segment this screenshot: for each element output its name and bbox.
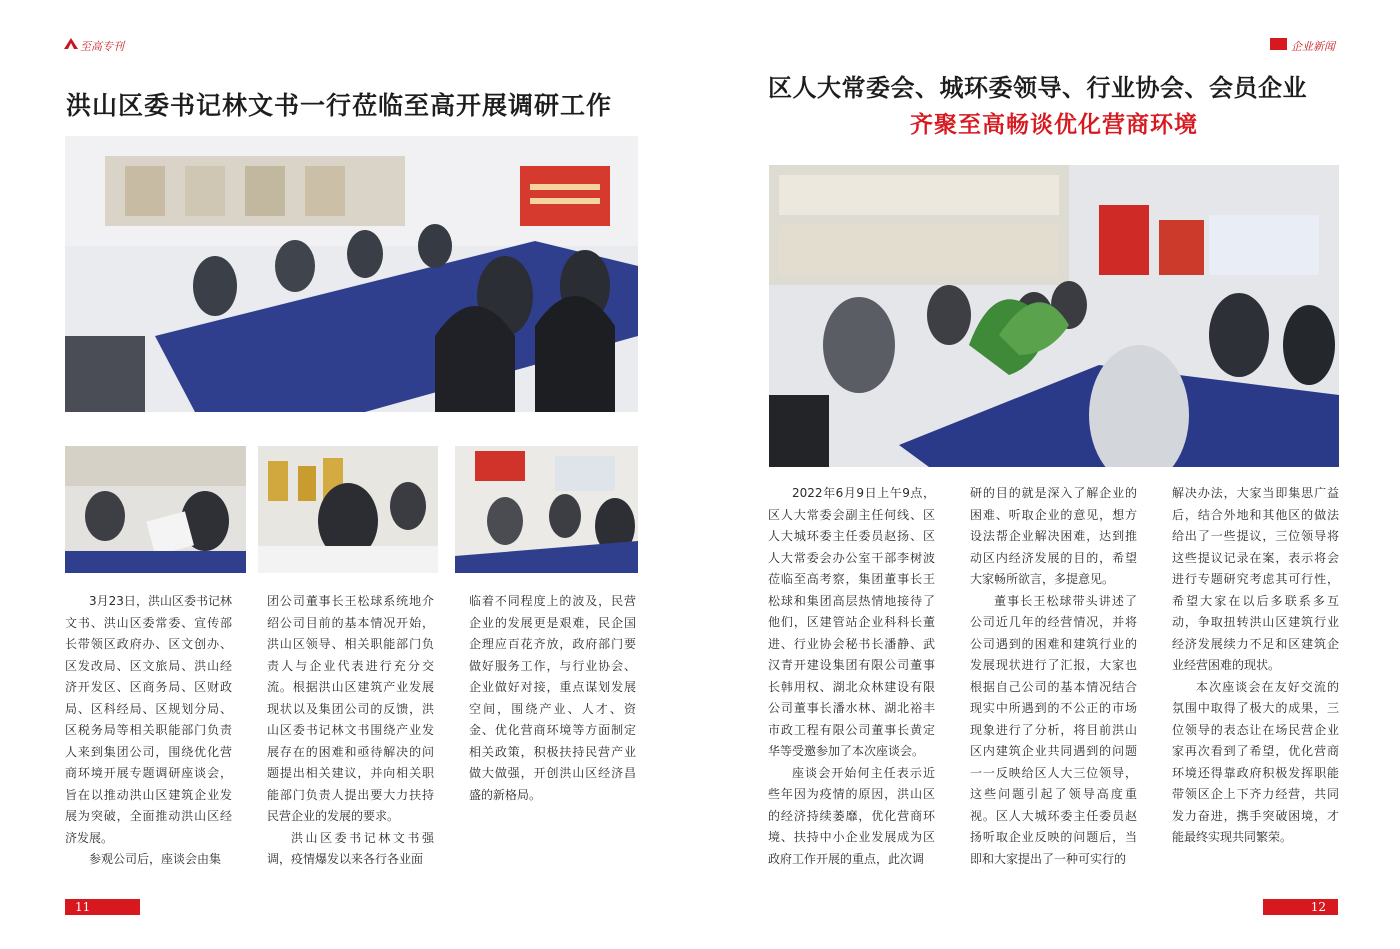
meeting-photo-main (65, 136, 638, 412)
section-tag-left: 至高专刊 (80, 40, 124, 53)
right-text-column-1 (768, 483, 935, 870)
page-number-left: 11 (65, 899, 140, 915)
paragraph: 临着不同程度上的波及，民营企业的发展更是艰难，民企国企理应百花齐放，政府部门要做好服务工作，与行业协会、企业做好对接，重点谋划发展空间，围绕产业、人才、资金、优化营商环境等方面制定相关政策，积极扶持民营产业做大做强，开创洪山区经济昌盛的新格局。 (469, 594, 636, 802)
paragraph: 3月23日，洪山区委书记林文书、洪山区委常委、宣传部长带领区政府办、区文创办、区发改局、区文旅局、洪山经济开发区、区商务局、区财政局、区科经局、区规划分局、区税务局等相关职能部门负责人来到集团公司，围绕优化营商环境开展专题调研座谈会，旨在以推动洪山区建筑企业发展为突破，全面推动洪山区经济发展。 (65, 594, 232, 845)
page-number-right: 12 (1263, 899, 1338, 915)
section-tag-right: 企业新闻 (1291, 40, 1335, 53)
left-text-column-2 (267, 591, 434, 871)
paragraph: 2022年6月9日上午9点，区人大常委会副主任何线、区人大城环委主任委员赵扬、区人大常委会办公室干部李树波莅临至高考察，集团董事长王松球和集团高层热情地接待了他们，区建管站企业科科长董进、行业协会秘书长潘静、武汉青开建设集团有限公司董事长韩用权、湖北众林建设有限公司董事长潘水林、湖北裕丰市政工程有限公司董事长黄定华等受邀参加了本次座谈会。 (768, 486, 935, 758)
paragraph: 洪山区委书记林文书强调，疫情爆发以来各行各业面 (267, 830, 434, 866)
left-text-column-1 (65, 591, 232, 871)
right-text-column-3 (1172, 483, 1339, 849)
left-page-title: 洪山区委书记林文书一行莅临至高开展调研工作 (66, 91, 613, 120)
meeting-photo-small-2 (258, 446, 438, 573)
right-page-title: 区人大常委会、城环委领导、行业协会、会员企业 (768, 74, 1307, 102)
meeting-photo-right (769, 165, 1339, 467)
flag-icon (1270, 38, 1287, 50)
right-page-subtitle: 齐聚至高畅谈优化营商环境 (910, 112, 1198, 138)
paragraph: 解决办法，大家当即集思广益后，结合外地和其他区的做法给出了一些提议，三位领导将这些提议记录在案，表示将会进行专题研究考虑其可行性，希望大家在以后多联系多互动，争取扭转洪山区建筑行业经济发展续力不足和区建筑企业经营困难的现状。 (1172, 486, 1339, 672)
company-logo-icon (64, 38, 78, 49)
paragraph: 参观公司后，座谈会由集 (89, 852, 222, 866)
meeting-photo-small-3 (455, 446, 638, 573)
meeting-photo-small-1 (65, 446, 246, 573)
paragraph: 团公司董事长王松球系统地介绍公司目前的基本情况开始，洪山区领导、相关职能部门负责人与企业代表进行充分交流。根据洪山区建筑产业发展现状以及集团公司的反馈，洪山区委书记林文书围绕产业发展存在的困难和亟待解决的问题提出相关建议，并向相关职能部门负责人提出要大力扶持民营企业的发展的要求。 (267, 594, 434, 823)
right-text-column-2 (970, 483, 1137, 870)
paragraph: 本次座谈会在友好交流的氛围中取得了极大的成果，三位领导的表态让在场民营企业家再次看到了希望，优化营商环境还得靠政府积极发挥职能带领区企上下齐力经营，共同发力奋进，携手突破困境，才能最终实现共同繁荣。 (1172, 679, 1339, 844)
paragraph: 研的目的就是深入了解企业的困难、听取企业的意见，想方设法帮企业解决困难，达到推动区内经济发展的目的，希望大家畅所欲言，多提意见。 (970, 486, 1137, 586)
paragraph: 座谈会开始何主任表示近些年因为疫情的原因，洪山区的经济持续萎靡，优化营商环境、扶持中小企业发展成为区政府工作开展的重点，此次调 (768, 765, 935, 866)
paragraph: 董事长王松球带头讲述了公司近几年的经营情况，并将公司遇到的困难和建筑行业的发展现状进行了汇报，大家也根据自己公司的基本情况结合现实中所遇到的不公正的市场现象进行了分析，将目前洪山区内建筑企业共同遇到的问题一一反映给区人大三位领导，这些问题引起了领导高度重视。区人大城环委主任委员赵扬听取企业反映的问题后，当即和大家提出了一种可实行的 (970, 593, 1137, 866)
left-text-column-3 (469, 591, 636, 806)
